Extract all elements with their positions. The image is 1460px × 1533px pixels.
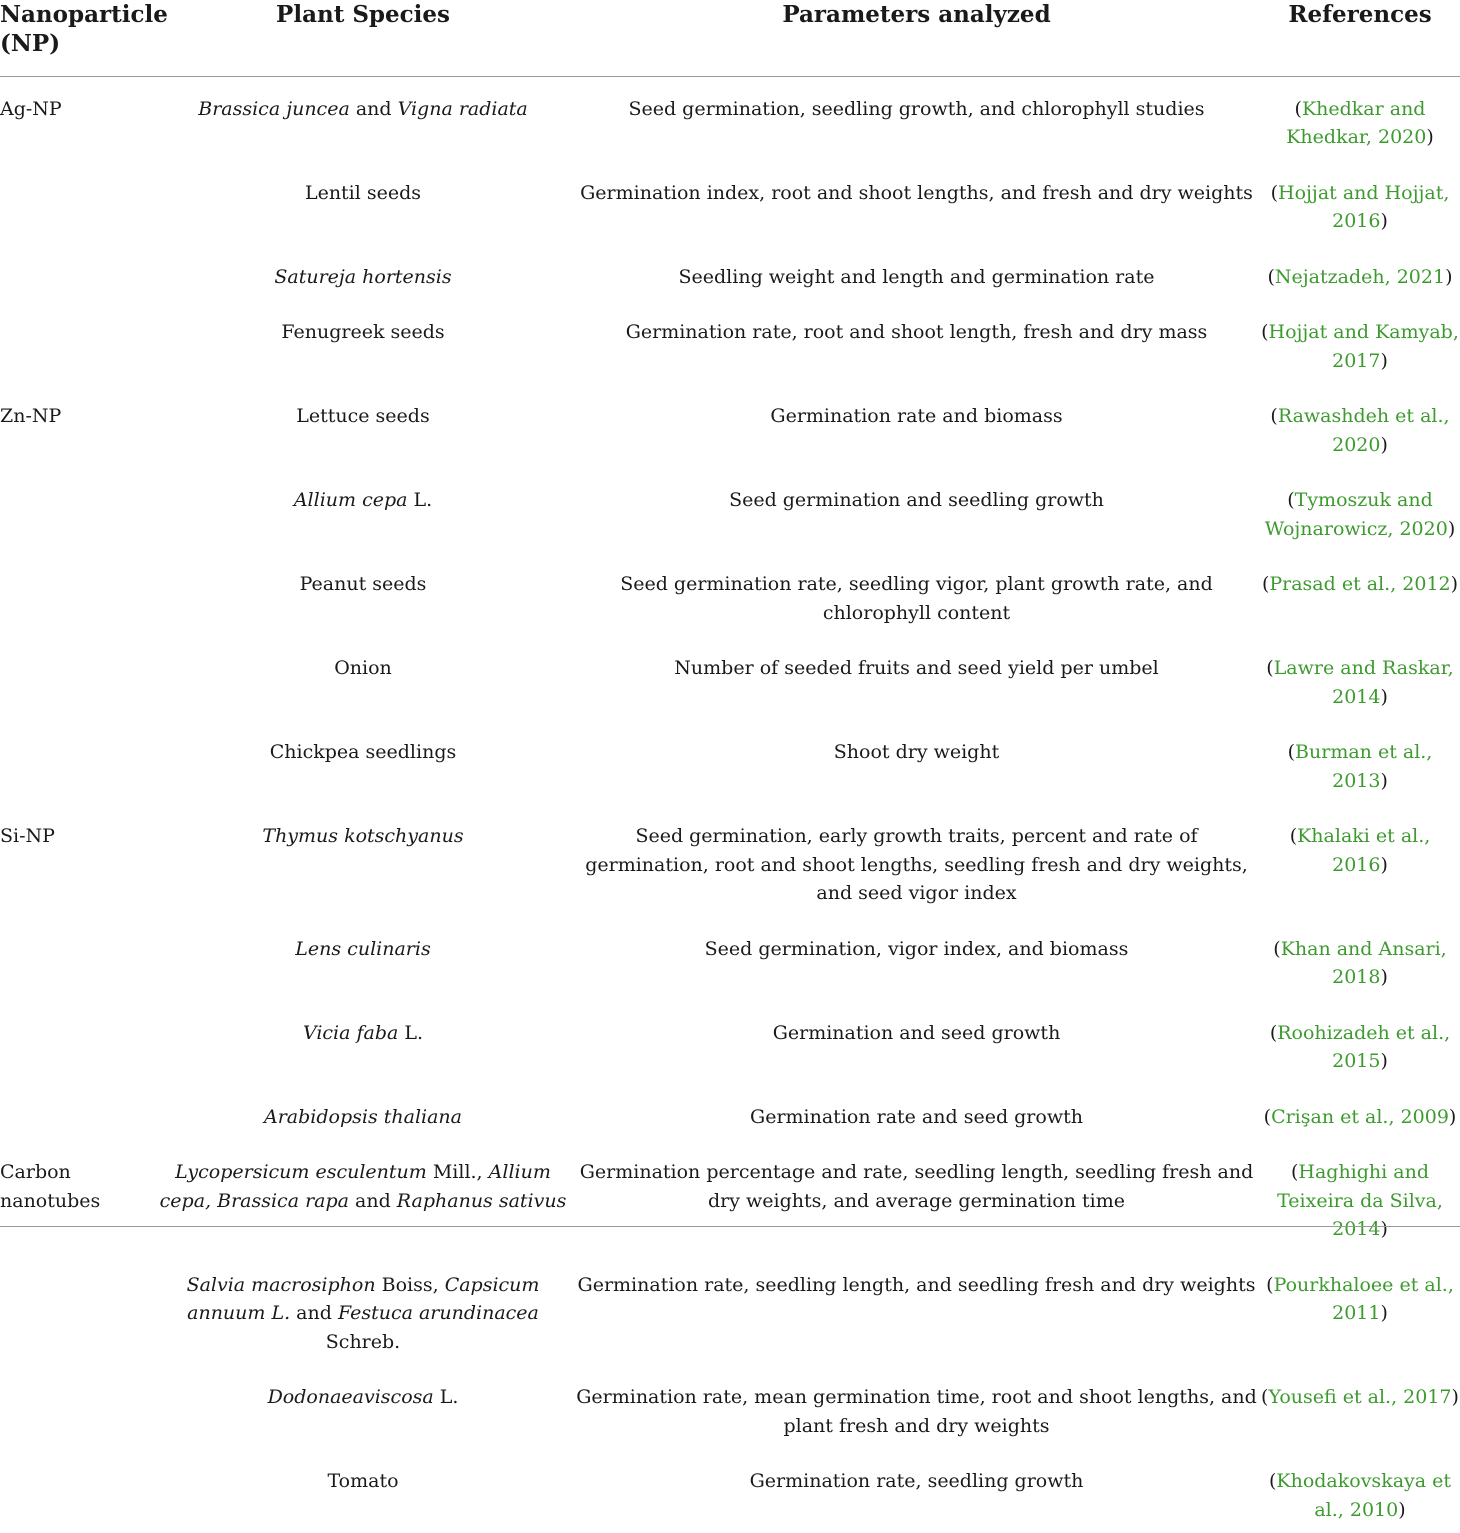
cell-plant-species [153, 917, 573, 1001]
cell-parameters: Seed germination, vigor index, and biomass [704, 937, 1129, 960]
species-text: Festuca arundinacea [337, 1302, 539, 1324]
cell-parameters: Germination rate and seed growth [750, 1105, 1083, 1128]
cell-nanoparticle [0, 1449, 153, 1533]
cell-nanoparticle [0, 161, 153, 245]
cell-plant-species [153, 1253, 573, 1366]
header-plant-species: Plant Species [153, 0, 573, 76]
species-text: Lycopersicum esculentum [175, 1161, 427, 1183]
cell-parameters: Germination rate, seedling growth [749, 1470, 1084, 1492]
table-body [0, 76, 1460, 1533]
cell-plant-species [153, 468, 573, 552]
species-text: and [290, 1302, 338, 1324]
species-text: Chickpea seedlings [269, 741, 457, 763]
cell-parameters: Seed germination, early growth traits, percent and rate of germination, root and shoot lengths, seedling fresh and dry weights, and seed vigor index [585, 825, 1248, 904]
cell-nanoparticle [0, 468, 153, 552]
species-text: Brassica rapa [217, 1189, 349, 1212]
header-nanoparticle: Nanoparticle (NP) [0, 0, 153, 76]
reference-link[interactable]: Prasad et al., 2012 [1269, 573, 1451, 595]
cell-plant-species [153, 1449, 573, 1533]
cell-plant-species [153, 1365, 573, 1449]
species-text: Satureja hortensis [274, 265, 452, 288]
cell-plant-species [153, 636, 573, 720]
cell-nanoparticle [0, 636, 153, 720]
table-row [0, 917, 1460, 1001]
header-references: References [1260, 0, 1460, 76]
cell-plant-species [153, 1140, 573, 1253]
reference-link[interactable]: Khedkar and Khedkar, 2020 [1286, 97, 1427, 148]
species-text: Lens culinaris [295, 937, 431, 960]
cell-reference: (Tymoszuk and Wojnarowicz, 2020) [1264, 489, 1456, 540]
table-row [0, 245, 1460, 301]
reference-link[interactable]: Hojjat and Hojjat, 2016 [1278, 181, 1450, 232]
cell-nanoparticle: Carbon nanotubes [0, 1161, 101, 1212]
cell-reference: (Khalaki et al., 2016) [1289, 825, 1431, 876]
cell-nanoparticle: Zn-NP [0, 405, 62, 427]
cell-nanoparticle [0, 1001, 153, 1085]
table-row [0, 384, 1460, 468]
reference-link[interactable]: Rawashdeh et al., 2020 [1277, 405, 1450, 456]
cell-plant-species [153, 300, 573, 384]
cell-parameters: Germination rate and biomass [770, 405, 1063, 427]
cell-parameters: Germination rate, seedling length, and seedling fresh and dry weights [577, 1273, 1256, 1296]
cell-parameters: Seed germination rate, seedling vigor, plant growth rate, and chlorophyll content [620, 573, 1213, 624]
cell-reference: (Lawre and Raskar, 2014) [1266, 657, 1454, 708]
cell-parameters: Germination percentage and rate, seedling length, seedling fresh and dry weights, and average germination time [579, 1161, 1254, 1212]
cell-plant-species [153, 1085, 573, 1141]
cell-nanoparticle [0, 300, 153, 384]
table-row [0, 161, 1460, 245]
cell-reference: (Yousefi et al., 2017) [1261, 1386, 1459, 1408]
cell-reference: (Roohizadeh et al., 2015) [1269, 1021, 1451, 1072]
species-text: Lettuce seeds [296, 405, 430, 427]
reference-link[interactable]: Nejatzadeh, 2021 [1274, 265, 1446, 288]
species-text: Allium cepa [293, 489, 408, 511]
reference-link[interactable]: Khan and Ansari, 2018 [1280, 937, 1447, 988]
table-row [0, 804, 1460, 917]
species-text: Brassica juncea [198, 97, 350, 120]
cell-reference: (Khan and Ansari, 2018) [1273, 937, 1447, 988]
header-parameters: Parameters analyzed [573, 0, 1260, 76]
species-text: Onion [334, 657, 392, 679]
species-text: L. [407, 489, 433, 511]
table-row [0, 720, 1460, 804]
table-row [0, 552, 1460, 636]
cell-reference: (Nejatzadeh, 2021) [1267, 265, 1453, 288]
reference-link[interactable]: Lawre and Raskar, 2014 [1273, 657, 1454, 708]
species-text: Boiss, [375, 1273, 445, 1296]
cell-parameters: Number of seeded fruits and seed yield per umbel [674, 657, 1159, 679]
species-text: Allium cepa, [159, 1161, 551, 1212]
species-text: L. [433, 1386, 459, 1408]
cell-nanoparticle [0, 1253, 153, 1366]
species-text: Vigna radiata [397, 97, 528, 120]
cell-plant-species [153, 1001, 573, 1085]
cell-reference: (Burman et al., 2013) [1287, 741, 1433, 792]
cell-nanoparticle [0, 245, 153, 301]
reference-link[interactable]: Yousefi et al., 2017 [1268, 1386, 1452, 1408]
cell-reference: (Khodakovskaya et al., 2010) [1268, 1470, 1452, 1521]
species-text: and [348, 1189, 397, 1212]
reference-link[interactable]: Tymoszuk and Wojnarowicz, 2020 [1264, 489, 1448, 540]
species-text: Capsicum annuum L. [187, 1273, 540, 1324]
reference-link[interactable]: Roohizadeh et al., 2015 [1277, 1021, 1451, 1072]
reference-link[interactable]: Hojjat and Kamyab, 2017 [1268, 321, 1459, 372]
species-text: Fenugreek seeds [281, 321, 445, 343]
cell-nanoparticle [0, 1085, 153, 1141]
cell-parameters: Germination and seed growth [772, 1021, 1061, 1044]
cell-plant-species [153, 804, 573, 917]
cell-reference: (Hojjat and Kamyab, 2017) [1261, 321, 1459, 372]
cell-parameters: Germination rate, root and shoot length, fresh and dry mass [625, 321, 1208, 343]
cell-parameters: Seedling weight and length and germination rate [678, 265, 1155, 288]
species-text: Tomato [327, 1470, 399, 1492]
cell-reference: (Hojjat and Hojjat, 2016) [1270, 181, 1450, 232]
species-text: L. [398, 1021, 424, 1044]
table-row [0, 76, 1460, 161]
cell-parameters: Germination rate, mean germination time, root and shoot lengths, and plant fresh and dry weights [576, 1386, 1257, 1437]
cell-reference: (Crişan et al., 2009) [1263, 1105, 1457, 1128]
table-row [0, 1001, 1460, 1085]
species-text: Schreb. [325, 1330, 401, 1353]
table-row [0, 300, 1460, 384]
cell-plant-species [153, 384, 573, 468]
cell-nanoparticle: Ag-NP [0, 97, 62, 120]
cell-nanoparticle [0, 552, 153, 636]
cell-parameters: Shoot dry weight [833, 741, 1000, 763]
cell-nanoparticle [0, 720, 153, 804]
species-text: Peanut seeds [299, 573, 427, 595]
cell-plant-species [153, 552, 573, 636]
cell-reference: (Rawashdeh et al., 2020) [1270, 405, 1450, 456]
species-text: Arabidopsis thaliana [264, 1105, 462, 1128]
species-text: Thymus kotschyanus [262, 825, 464, 847]
cell-reference: (Khedkar and Khedkar, 2020) [1286, 97, 1434, 148]
table-row [0, 1365, 1460, 1449]
table-row [0, 1085, 1460, 1141]
cell-nanoparticle [0, 917, 153, 1001]
species-text: Vicia faba [302, 1021, 399, 1044]
table-row [0, 468, 1460, 552]
species-text: Lentil seeds [304, 181, 422, 204]
reference-link[interactable]: Pourkhaloee et al., 2011 [1273, 1273, 1454, 1324]
header-row [0, 0, 1460, 76]
cell-reference: (Pourkhaloee et al., 2011) [1266, 1273, 1454, 1324]
reference-link[interactable]: Khodakovskaya et al., 2010 [1276, 1470, 1452, 1521]
cell-parameters: Germination index, root and shoot lengths, and fresh and dry weights [580, 181, 1253, 204]
cell-nanoparticle: Si-NP [0, 825, 55, 847]
table-row [0, 1140, 1460, 1253]
bottom-rule [0, 1226, 1460, 1227]
table-row [0, 1253, 1460, 1366]
reference-link[interactable]: Burman et al., 2013 [1295, 741, 1433, 792]
table-row [0, 636, 1460, 720]
species-text: Raphanus sativus [396, 1189, 567, 1212]
reference-link[interactable]: Khalaki et al., 2016 [1297, 825, 1431, 876]
cell-plant-species [153, 245, 573, 301]
cell-plant-species [153, 76, 573, 161]
cell-plant-species [153, 720, 573, 804]
species-text: Mill., [426, 1161, 489, 1183]
cell-reference: (Haghighi and Teixeira da Silva, 2014) [1277, 1161, 1443, 1240]
cell-nanoparticle [0, 1365, 153, 1449]
cell-parameters: Seed germination and seedling growth [729, 489, 1104, 511]
cell-reference: (Prasad et al., 2012) [1261, 573, 1459, 595]
species-text: Salvia macrosiphon [186, 1273, 376, 1296]
reference-link[interactable]: Haghighi and Teixeira da Silva, 2014 [1277, 1161, 1443, 1240]
species-text: Dodonaeaviscosa [267, 1386, 434, 1408]
cell-parameters: Seed germination, seedling growth, and chlorophyll studies [628, 97, 1205, 120]
cell-plant-species [153, 161, 573, 245]
reference-link[interactable]: Crişan et al., 2009 [1271, 1105, 1449, 1128]
table-row [0, 1449, 1460, 1533]
species-text: and [349, 97, 398, 120]
